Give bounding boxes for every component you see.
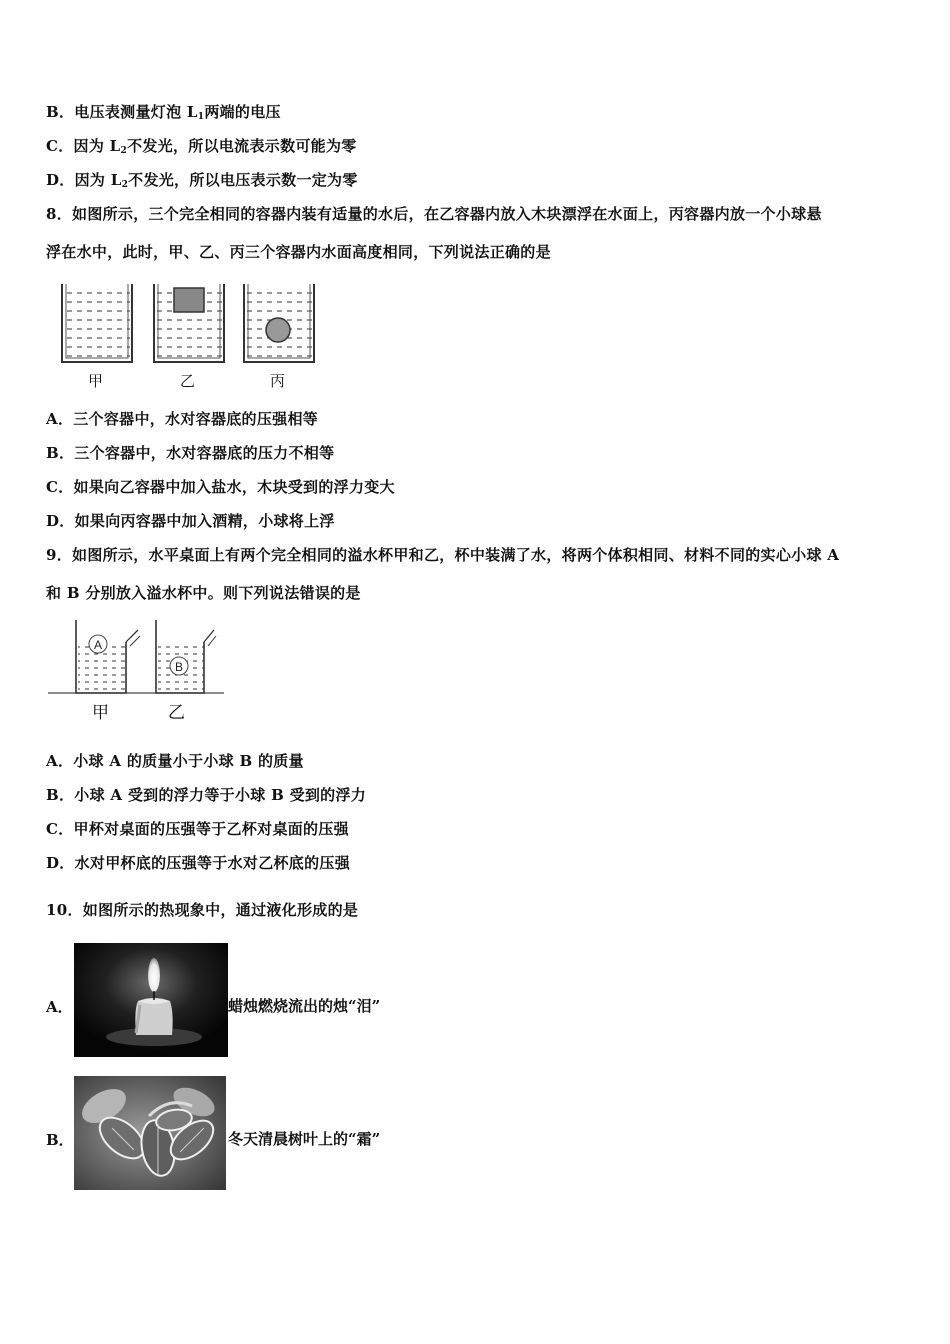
q8-label-yi: 乙 <box>180 372 196 390</box>
q9-label-yi: 乙 <box>168 703 185 723</box>
q9-option-c: C．甲杯对桌面的压强等于乙杯对桌面的压强 <box>46 820 349 838</box>
q9-label-jia: 甲 <box>92 703 109 723</box>
q7-option-d: D．因为 $L_2$不发光，所以电压表示数一定为零 <box>46 171 358 190</box>
q8-label-jia: 甲 <box>88 372 104 390</box>
q10-stem: 10．如图所示的热现象中，通过液化形成的是 <box>46 901 359 919</box>
candle-photo <box>74 943 228 1057</box>
ball-a-label: A <box>93 638 103 652</box>
container-jia <box>62 284 132 362</box>
wood-block <box>174 288 204 312</box>
suspended-ball <box>266 318 290 342</box>
q10-option-b-text: 冬天清晨树叶上的“霜” <box>228 1130 381 1148</box>
q9-stem-line1: 9．如图所示，水平桌面上有两个完全相同的溢水杯甲和乙，杯中装满了水，将两个体积相同、材料不同的实心小球 A <box>46 546 840 564</box>
q10-option-a-text: 蜡烛燃烧流出的烛“泪” <box>228 997 381 1015</box>
container-bing <box>244 284 314 362</box>
q8-label-bing: 丙 <box>270 372 286 390</box>
cup-jia <box>76 620 140 693</box>
q9-stem-line2: 和 B 分别放入溢水杯中。则下列说法错误的是 <box>46 584 361 602</box>
q8-option-a: A．三个容器中，水对容器底的压强相等 <box>46 410 319 428</box>
q7-option-b: B．电压表测量灯泡 $L_1$两端的电压 <box>46 103 281 122</box>
q9-option-a: A．小球 A 的质量小于小球 B 的质量 <box>46 752 304 770</box>
q9-overflow-cups-figure <box>48 616 228 698</box>
q9-option-b: B．小球 A 受到的浮力等于小球 B 受到的浮力 <box>46 786 367 804</box>
container-yi <box>154 284 224 362</box>
q7-option-c: C．因为 $L_2$不发光，所以电流表示数可能为零 <box>46 137 357 156</box>
q9-option-d: D．水对甲杯底的压强等于水对乙杯底的压强 <box>46 854 351 872</box>
q8-option-b: B．三个容器中，水对容器底的压力不相等 <box>46 444 335 462</box>
q8-stem-line1: 8．如图所示，三个完全相同的容器内装有适量的水后，在乙容器内放入木块漂浮在水面上，丙容器内放一个小球悬 <box>46 205 822 223</box>
q10-option-b-label: B． <box>46 1131 74 1149</box>
cup-yi <box>156 620 216 693</box>
q8-option-d: D．如果向丙容器中加入酒精，小球将上浮 <box>46 512 335 530</box>
frost-leaves-photo <box>74 1076 226 1190</box>
q8-option-c: C．如果向乙容器中加入盐水，木块受到的浮力变大 <box>46 478 395 496</box>
q10-option-a-label: A． <box>46 998 73 1016</box>
q8-stem-line2: 浮在水中，此时，甲、乙、丙三个容器内水面高度相同，下列说法正确的是 <box>46 243 551 261</box>
ball-b-label: B <box>174 660 184 674</box>
